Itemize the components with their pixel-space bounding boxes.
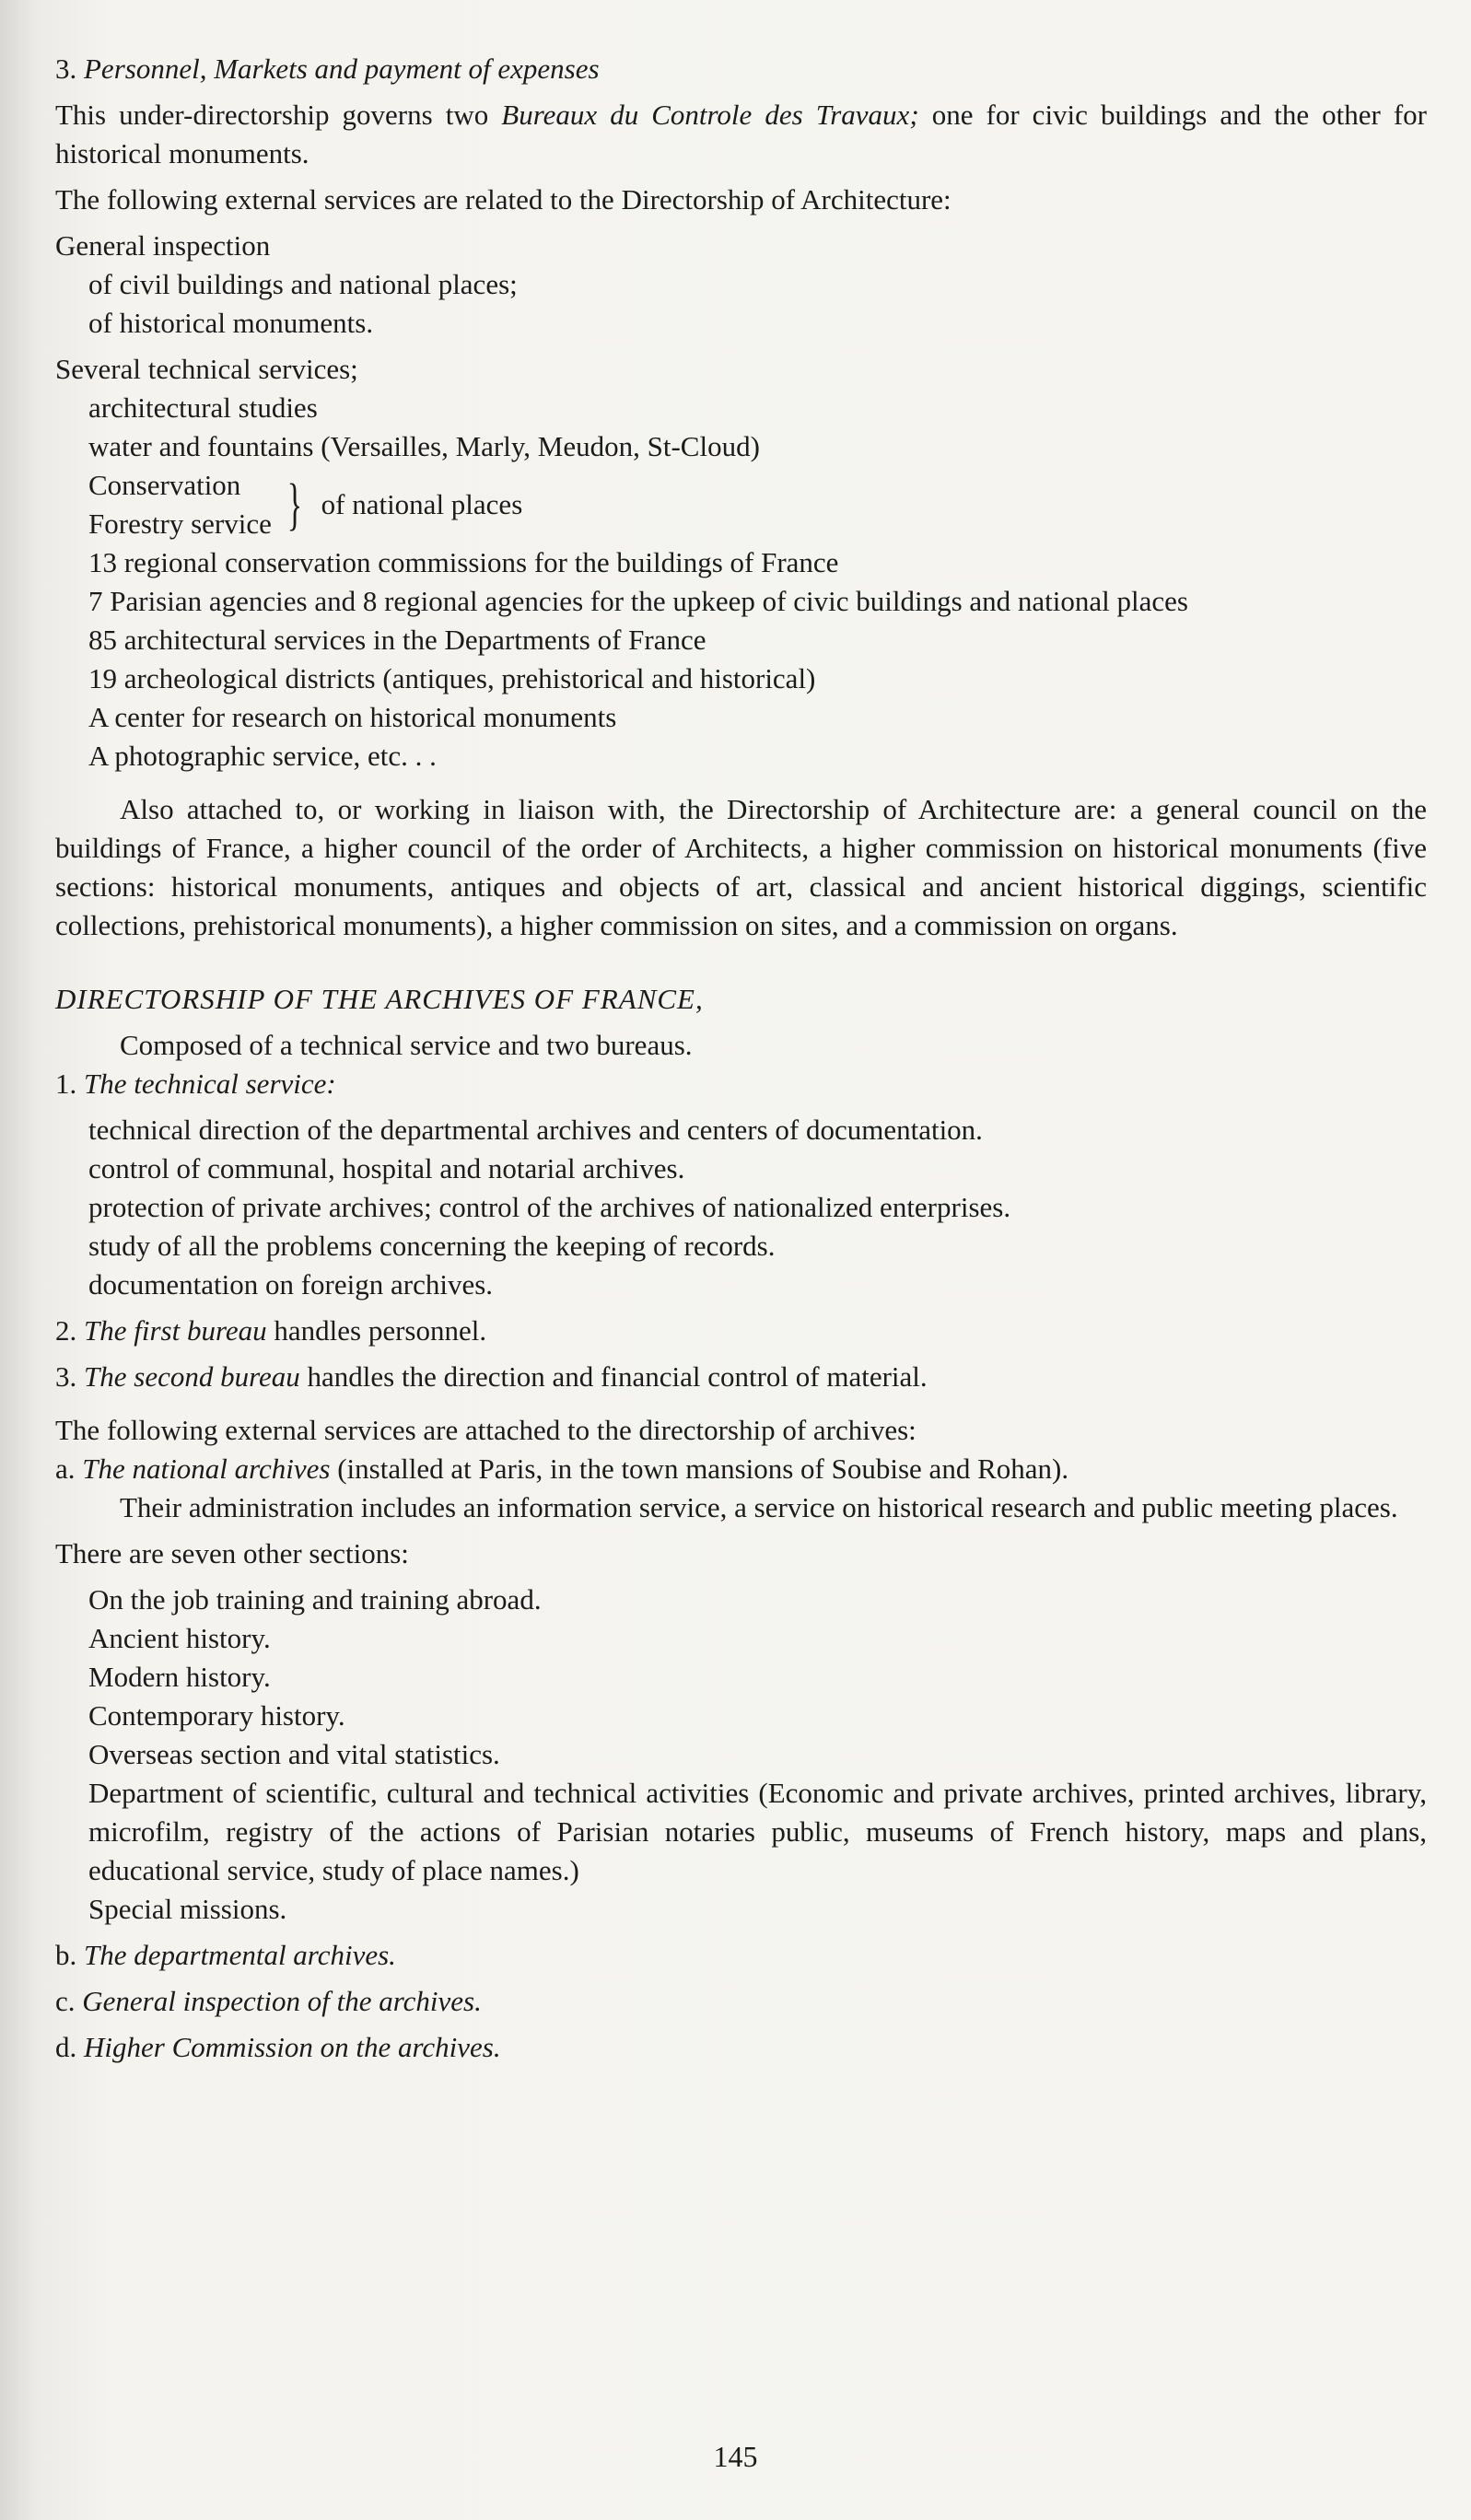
technical-service-title: The technical service: [84,1068,336,1100]
section-3-paragraph [55,96,1427,173]
archives-composed: Composed of a technical service and two bureaus. [120,1029,693,1061]
national-archives-item [55,1450,1427,1488]
list-item: architectural studies [88,391,318,424]
national-archives-title: The national archives [82,1452,331,1485]
list-item: of civil buildings and national places; [88,268,518,300]
higher-commission-item [55,2028,1427,2067]
departmental-archives-item [55,1936,1427,1975]
general-inspection-list [55,265,1427,343]
list-item: protection of private archives; control of the archives of nationalized enterprises. [88,1191,1011,1223]
item-letter-c: c. [55,1985,76,2017]
list-item: Special missions. [88,1893,287,1925]
national-places-items [88,466,272,543]
technical-service-heading [55,1065,1427,1103]
seven-sections-intro: There are seven other sections: [55,1537,409,1569]
list-item: technical direction of the departmental archives and centers of documentation. [88,1114,983,1146]
item-letter-d: d. [55,2031,77,2063]
section-3-text-pre: This under-directorship governs two [55,99,502,131]
technical-services-label: Several technical services; [55,353,358,385]
list-item: Contemporary history. [88,1699,345,1732]
general-inspection-archives-item [55,1982,1427,2021]
section-3-title: Personnel, Markets and payment of expenses [84,52,600,85]
second-bureau-title: The second bureau [84,1360,300,1393]
list-item: A center for research on historical monuments [88,701,617,733]
technical-service-list [55,1111,1427,1304]
list-item: documentation on foreign archives. [88,1268,494,1301]
higher-commission-title: Higher Commission on the archives. [84,2031,501,2063]
second-bureau [55,1358,1427,1396]
list-item: Modern history. [88,1661,271,1693]
first-bureau-title: The first bureau [84,1314,267,1347]
list-item: Conservation [88,469,241,501]
list-item: 19 archeological districts (antiques, prehistorical and historical) [88,662,816,694]
item-letter-a: a. [55,1452,76,1485]
external-services-intro: The following external services are related to the Directorship of Architecture: [55,183,951,216]
list-item: 85 architectural services in the Departments of France [88,624,706,656]
list-item: Overseas section and vital statistics. [88,1738,500,1770]
list-item: A photographic service, etc. . . [88,740,437,772]
national-places-label: of national places [321,488,523,520]
general-inspection-label: General inspection [55,229,271,262]
list-item: Ancient history. [88,1622,271,1654]
page-number: 145 [713,2440,758,2473]
list-item: study of all the problems concerning the keeping of records. [88,1230,776,1262]
second-bureau-number: 3. [55,1360,77,1393]
technical-services-list-top [55,389,1427,466]
archives-external-intro: The following external services are attached to the directorship of archives: [55,1414,916,1446]
first-bureau-text: handles personnel. [266,1314,487,1347]
also-attached-paragraph: Also attached to, or working in liaison with, the Directorship of Architecture are: a general council on the buildings of France, a higher council of the order of Architects, a higher commission on historical monuments (five sections: historical monuments, antiques and objects of art, classical and ancient historical diggings, scientific collections, prehistorical monuments), a higher commission on sites, and a commission on organs. [55,793,1427,941]
seven-sections-list [55,1581,1427,1929]
departmental-archives-title: The departmental archives. [84,1939,396,1971]
administration-paragraph: Their administration includes an information service, a service on historical research and public meeting places. [120,1491,1398,1523]
item-letter-b: b. [55,1939,77,1971]
list-item: control of communal, hospital and notarial archives. [88,1152,685,1184]
first-bureau [55,1312,1427,1350]
list-item: Forestry service [88,508,272,540]
list-item: water and fountains (Versailles, Marly, Meudon, St-Cloud) [88,430,760,462]
section-3-text-post: one for civic buildings and the other for historical monuments. [55,99,1428,169]
first-bureau-number: 2. [55,1314,77,1347]
archives-heading: DIRECTORSHIP OF THE ARCHIVES OF FRANCE, [55,983,704,1015]
list-item: Department of scientific, cultural and technical activities (Economic and private archives, printed archives, library, microfilm, registry of the actions of Parisian notaries public, museums of French history, maps and plans, educational service, study of place names.) [88,1777,1427,1886]
list-item: of historical monuments. [88,307,374,339]
technical-service-number: 1. [55,1068,77,1100]
technical-services-list-bottom [55,543,1427,776]
list-item: 7 Parisian agencies and 8 regional agencies for the upkeep of civic buildings and national places [88,585,1188,617]
section-3-text-italic: Bureaux du Controle des Travaux; [501,99,919,131]
national-archives-text: (installed at Paris, in the town mansions of Soubise and Rohan). [330,1452,1069,1485]
curly-brace: } [286,473,302,536]
list-item: 13 regional conservation commissions for the buildings of France [88,546,839,578]
general-inspection-archives-title: General inspection of the archives. [82,1985,482,2017]
section-3-number: 3. [55,52,77,85]
section-3-heading [55,50,1427,88]
second-bureau-text: handles the direction and financial control of material. [299,1360,928,1393]
national-places-group [55,466,1427,543]
list-item: On the job training and training abroad. [88,1583,542,1616]
